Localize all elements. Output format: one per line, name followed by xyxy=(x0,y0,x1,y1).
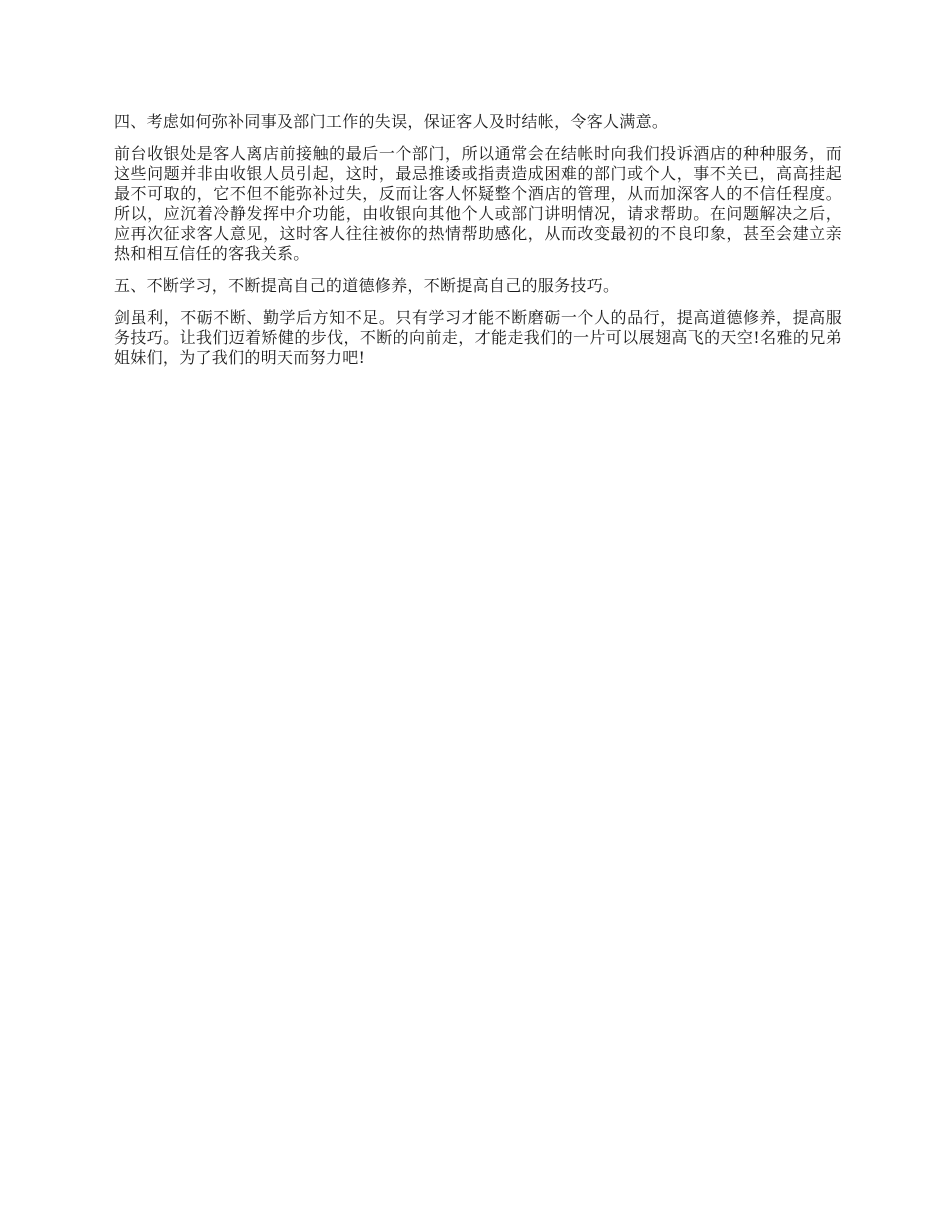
body-paragraph-learning: 剑虽利，不砺不断、勤学后方知不足。只有学习才能不断磨砺一个人的品行，提高道德修养，提高服务技巧。让我们迈着矫健的步伐，不断的向前走，才能走我们的一片可以展翅高飞的天空!名雅的兄弟姐妹们，为了我们的明天而努力吧! xyxy=(114,308,842,367)
section-heading-five: 五、不断学习，不断提高自己的道德修养，不断提高自己的服务技巧。 xyxy=(114,276,620,295)
section-heading-four: 四、考虑如何弥补同事及部门工作的失误，保证客人及时结帐，令客人满意。 xyxy=(114,112,669,131)
body-paragraph-cashier: 前台收银处是客人离店前接触的最后一个部门，所以通常会在结帐时向我们投诉酒店的种种服务，而这些问题并非由收银人员引起，这时，最忌推诿或指责造成困难的部门或个人，事不关已，高高挂起最不可取的，它不但不能弥补过失，反而让客人怀疑整个酒店的管理，从而加深客人的不信任程度。所以，应沉着冷静发挥中介功能，由收银向其他个人或部门讲明情况，请求帮助。在问题解决之后，应再次征求客人意见，这时客人往往被你的热情帮助感化，从而改变最初的不良印象，甚至会建立亲热和相互信任的客我关系。 xyxy=(114,144,842,263)
